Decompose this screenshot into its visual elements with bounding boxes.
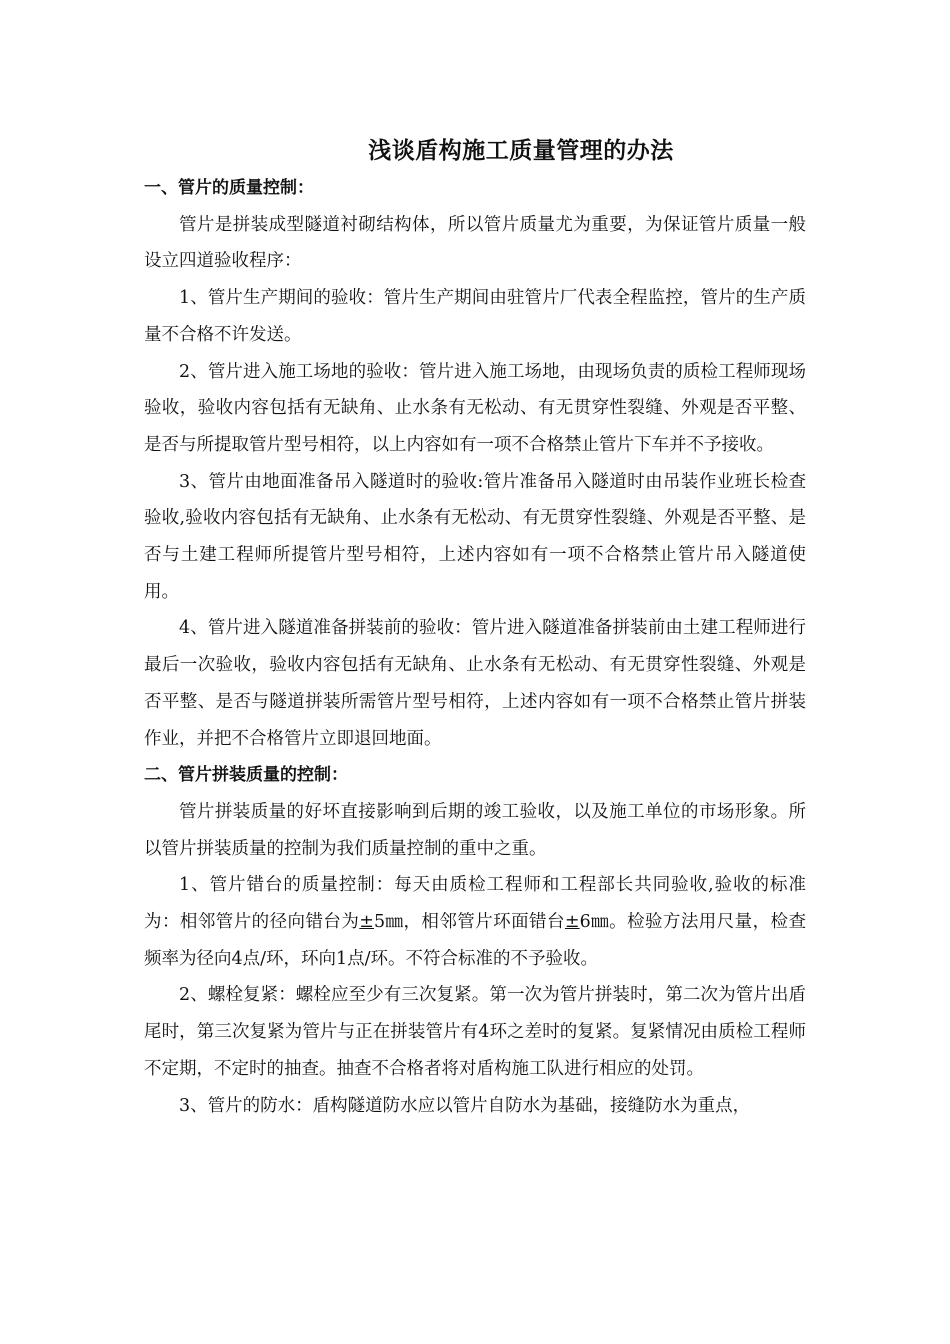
document-title: 浅谈盾构施工质量管理的办法 bbox=[368, 137, 674, 164]
document-body bbox=[144, 170, 806, 1124]
paragraph-item-1: 1、管片生产期间的验收：管片生产期间由驻管片厂代表全程监控，管片的生产质量不合格不许发送。 bbox=[144, 288, 806, 345]
plus-minus-sign: ± bbox=[359, 912, 374, 933]
paragraph-item-2: 2、管片进入施工场地的验收：管片进入施工场地，由现场负责的质检工程师现场验收，验收内容包括有无缺角、止水条有无松动、有无贯穿性裂缝、外观是否平整、是否与所提取管片型号相符，以上内容如有一项不合格禁止管片下车并不予接收。 bbox=[144, 361, 806, 455]
section-heading-1: 一、管片的质量控制： bbox=[144, 178, 314, 198]
paragraph-misalignment bbox=[144, 867, 806, 977]
section-heading-2: 二、管片拼装质量的控制： bbox=[144, 765, 348, 786]
paragraph-assembly-intro: 管片拼装质量的好坏直接影响到后期的竣工验收，以及施工单位的市场形象。所以管片拼装质量的控制为我们质量控制的重中之重。 bbox=[144, 801, 806, 859]
plus-minus-sign: ± bbox=[564, 912, 580, 933]
misalignment-text-before: 1、管片错台的质量控制：每天由质检工程师和工程部长共同验收,验收的标准为：相邻管片的径向错台为 bbox=[144, 875, 806, 933]
paragraph-item-3: 3、管片由地面准备吊入隧道时的验收:管片准备吊入隧道时由吊装作业班长检查验收,验收内容包括有无缺角、止水条有无松动、有无贯穿性裂缝、外观是否平整、是否与土建工程师所提管片型号相符，上述内容如有一项不合格禁止管片吊入隧道使用。 bbox=[144, 471, 806, 602]
paragraph-item-4: 4、管片进入隧道准备拼装前的验收：管片进入隧道准备拼装前由土建工程师进行最后一次验收，验收内容包括有无缺角、止水条有无松动、有无贯穿性裂缝、外观是否平整、是否与隧道拼装所需管片型号相符，上述内容如有一项不合格禁止管片拼装作业，并把不合格管片立即退回地面。 bbox=[144, 618, 806, 749]
misalignment-text-mid: 5㎜，相邻管片环面错台 bbox=[373, 912, 565, 933]
paragraph-intro: 管片是拼装成型隧道衬砌结构体，所以管片质量尤为重要，为保证管片质量一般设立四道验收程序： bbox=[144, 214, 806, 272]
misalignment-text-after: 6㎜。检验方法用尺量，检查频率为径向4点/环，环向1点/环。不符合标准的不予验收。 bbox=[144, 912, 806, 969]
paragraph-bolt-retightening: 2、螺栓复紧：螺栓应至少有三次复紧。第一次为管片拼装时，第二次为管片出盾尾时，第三次复紧为管片与正在拼装管片有4环之差时的复紧。复紧情况由质检工程师不定期，不定时的抽查。抽查不合格者将对盾构施工队进行相应的处罚。 bbox=[144, 985, 806, 1079]
paragraph-waterproofing: 3、管片的防水：盾构隧道防水应以管片自防水为基础，接缝防水为重点， bbox=[179, 1095, 751, 1116]
